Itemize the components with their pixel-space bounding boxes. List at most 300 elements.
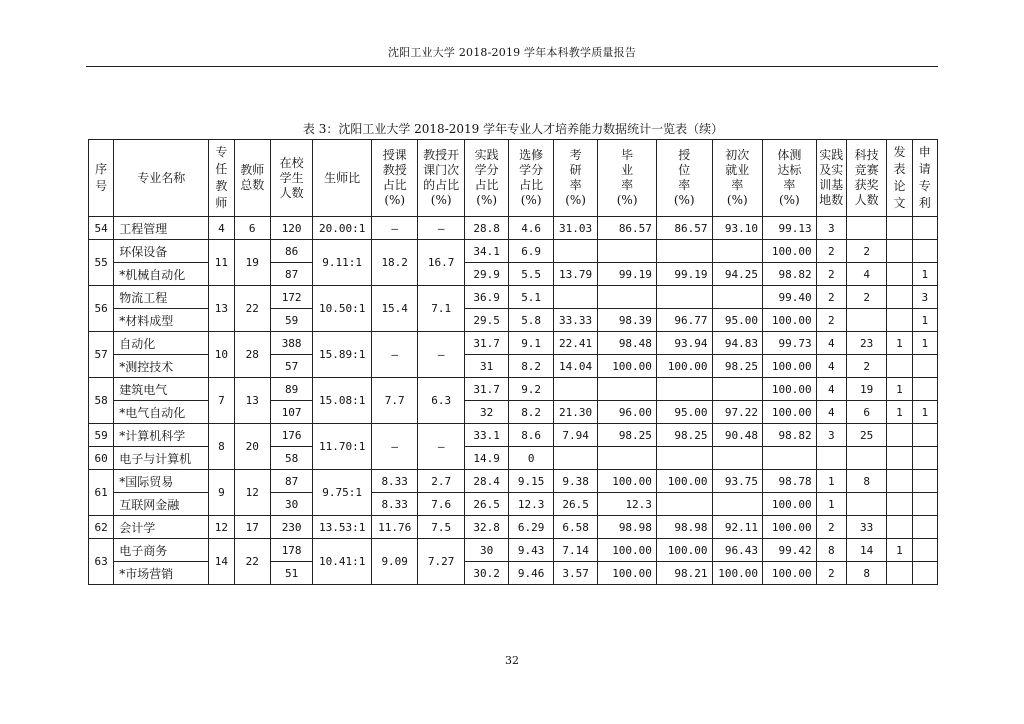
employ-cell: 94.25 [712,263,763,286]
prof-courses-cell: – [418,424,464,470]
grad-cell: 12.3 [598,493,657,516]
seq-cell: 62 [89,516,114,539]
prof-courses-cell: 16.7 [418,240,464,286]
total-teachers-cell: 28 [234,332,270,378]
table-caption: 表 3：沈阳工业大学 2018-2019 学年专业人才培养能力数据统计一览表（续） [302,122,724,136]
seq-cell: 60 [89,447,114,470]
fitness-cell: 100.00 [763,401,817,424]
exam-cell: 21.30 [553,401,597,424]
full-teachers-cell: 8 [209,424,234,470]
prof-courses-cell: 7.5 [418,516,464,539]
practice-cell: 29.9 [464,263,508,286]
contest-cell: 23 [846,332,886,355]
prof-courses-cell: 2.7 [418,470,464,493]
grad-cell: 98.48 [598,332,657,355]
exam-cell: 33.33 [553,309,597,332]
papers-cell [887,562,912,585]
exam-cell [553,240,597,263]
employ-cell: 92.11 [712,516,763,539]
seq-cell: 55 [89,240,114,286]
grad-cell: 100.00 [598,562,657,585]
patents-cell: 1 [912,401,937,424]
elective-cell: 8.2 [509,355,553,378]
elective-cell: 5.8 [509,309,553,332]
papers-cell: 1 [887,332,912,355]
patents-cell [912,493,937,516]
header-grad-rate: 毕 业 率 (%) [598,140,657,217]
prof-ratio-cell: – [371,424,417,470]
contest-cell: 2 [846,286,886,309]
contest-cell: 25 [846,424,886,447]
contest-cell [846,217,886,240]
header-prof-ratio: 授课 教授 占比 (%) [371,140,417,217]
major-cell: 会计学 [114,516,209,539]
employ-cell [712,447,763,470]
papers-cell [887,493,912,516]
students-cell: 86 [270,240,312,263]
employ-cell [712,240,763,263]
employ-cell: 94.83 [712,332,763,355]
exam-cell: 3.57 [553,562,597,585]
practice-cell: 31.7 [464,378,508,401]
patents-cell: 1 [912,263,937,286]
patents-cell [912,424,937,447]
fitness-cell: 100.00 [763,493,817,516]
elective-cell: 9.43 [509,539,553,562]
table-row [89,332,938,355]
employ-cell: 95.00 [712,309,763,332]
elective-cell: 5.1 [509,286,553,309]
grad-cell [598,378,657,401]
exam-cell: 7.94 [553,424,597,447]
table-header [89,140,938,217]
full-teachers-cell: 11 [209,240,234,286]
degree-cell: 98.25 [656,424,712,447]
prof-ratio-cell: 15.4 [371,286,417,332]
practice-cell: 34.1 [464,240,508,263]
exam-cell: 13.79 [553,263,597,286]
contest-cell: 4 [846,263,886,286]
contest-cell: 8 [846,470,886,493]
practice-cell: 30.2 [464,562,508,585]
patents-cell: 3 [912,286,937,309]
header-major: 专业名称 [114,140,209,217]
students-cell: 388 [270,332,312,355]
degree-cell: 99.19 [656,263,712,286]
contest-cell: 8 [846,562,886,585]
exam-cell: 14.04 [553,355,597,378]
elective-cell: 4.6 [509,217,553,240]
bases-cell: 4 [816,332,846,355]
fitness-cell: 99.42 [763,539,817,562]
elective-cell: 9.46 [509,562,553,585]
bases-cell: 4 [816,401,846,424]
table-row [89,516,938,539]
grad-cell: 100.00 [598,470,657,493]
degree-cell: 93.94 [656,332,712,355]
bases-cell: 2 [816,516,846,539]
seq-cell: 56 [89,286,114,332]
papers-cell: 1 [887,401,912,424]
elective-cell: 8.6 [509,424,553,447]
practice-cell: 28.4 [464,470,508,493]
fitness-cell: 100.00 [763,240,817,263]
contest-cell: 2 [846,355,886,378]
ratio-cell: 11.70:1 [313,424,372,470]
header-students: 在校 学生 人数 [270,140,312,217]
prof-courses-cell: 6.3 [418,378,464,424]
patents-cell [912,562,937,585]
prof-courses-cell: – [418,217,464,240]
patents-cell [912,539,937,562]
employ-cell [712,493,763,516]
grad-cell [598,447,657,470]
students-cell: 30 [270,493,312,516]
page-number: 32 [505,654,519,667]
grad-cell: 100.00 [598,355,657,378]
papers-cell [887,424,912,447]
fitness-cell [763,447,817,470]
full-teachers-cell: 7 [209,378,234,424]
header-total-teachers: 教师 总数 [234,140,270,217]
ratio-cell: 15.89:1 [313,332,372,378]
major-cell: 电子与计算机 [114,447,209,470]
header-practice-credit: 实践 学分 占比 (%) [464,140,508,217]
patents-cell [912,217,937,240]
seq-cell: 58 [89,378,114,424]
degree-cell: 98.98 [656,516,712,539]
prof-ratio-cell: 11.76 [371,516,417,539]
major-cell: *测控技术 [114,355,209,378]
students-cell: 176 [270,424,312,447]
major-cell: 电子商务 [114,539,209,562]
practice-cell: 32 [464,401,508,424]
grad-cell: 98.25 [598,424,657,447]
papers-cell [887,470,912,493]
fitness-cell: 99.13 [763,217,817,240]
full-teachers-cell: 9 [209,470,234,516]
exam-cell: 6.58 [553,516,597,539]
table-row [89,424,938,447]
seq-cell: 63 [89,539,114,585]
full-teachers-cell: 13 [209,286,234,332]
elective-cell: 6.9 [509,240,553,263]
employ-cell: 97.22 [712,401,763,424]
full-teachers-cell: 4 [209,217,234,240]
contest-cell [846,493,886,516]
papers-cell: 1 [887,378,912,401]
papers-cell [887,286,912,309]
employ-cell: 96.43 [712,539,763,562]
employ-cell: 98.25 [712,355,763,378]
ratio-cell: 10.41:1 [313,539,372,585]
patents-cell [912,447,937,470]
major-cell: *计算机科学 [114,424,209,447]
exam-cell [553,286,597,309]
bases-cell: 4 [816,378,846,401]
grad-cell: 99.19 [598,263,657,286]
table-body [89,217,938,585]
papers-cell [887,355,912,378]
elective-cell: 8.2 [509,401,553,424]
degree-cell: 96.77 [656,309,712,332]
grad-cell: 98.98 [598,516,657,539]
contest-cell [846,447,886,470]
employ-cell [712,378,763,401]
prof-courses-cell: – [418,332,464,378]
degree-cell [656,447,712,470]
bases-cell: 1 [816,470,846,493]
practice-cell: 26.5 [464,493,508,516]
elective-cell: 9.15 [509,470,553,493]
header-exam-rate: 考 研 率 (%) [553,140,597,217]
practice-cell: 33.1 [464,424,508,447]
degree-cell [656,493,712,516]
ratio-cell: 15.08:1 [313,378,372,424]
total-teachers-cell: 12 [234,470,270,516]
major-cell: 互联网金融 [114,493,209,516]
fitness-cell: 100.00 [763,516,817,539]
papers-cell [887,217,912,240]
header-degree-rate: 授 位 率 (%) [656,140,712,217]
full-teachers-cell: 14 [209,539,234,585]
bases-cell: 2 [816,309,846,332]
seq-cell: 54 [89,217,114,240]
header-seq: 序 号 [89,140,114,217]
fitness-cell: 100.00 [763,378,817,401]
ratio-cell: 10.50:1 [313,286,372,332]
employ-cell: 93.75 [712,470,763,493]
students-cell: 58 [270,447,312,470]
prof-ratio-cell: 8.33 [371,493,417,516]
fitness-cell: 99.73 [763,332,817,355]
elective-cell: 9.2 [509,378,553,401]
practice-cell: 31 [464,355,508,378]
patents-cell [912,378,937,401]
full-teachers-cell: 12 [209,516,234,539]
major-cell: *材料成型 [114,309,209,332]
elective-cell: 12.3 [509,493,553,516]
exam-cell [553,378,597,401]
bases-cell: 8 [816,539,846,562]
contest-cell: 14 [846,539,886,562]
grad-cell [598,240,657,263]
elective-cell: 6.29 [509,516,553,539]
stats-table [88,139,938,585]
table-row [89,286,938,309]
prof-courses-cell: 7.1 [418,286,464,332]
papers-cell [887,263,912,286]
practice-cell: 14.9 [464,447,508,470]
elective-cell: 9.1 [509,332,553,355]
degree-cell: 100.00 [656,470,712,493]
exam-cell: 7.14 [553,539,597,562]
exam-cell: 9.38 [553,470,597,493]
fitness-cell: 98.78 [763,470,817,493]
exam-cell: 26.5 [553,493,597,516]
students-cell: 87 [270,263,312,286]
header-bases: 实践 及实 训基 地数 [816,140,846,217]
bases-cell: 3 [816,217,846,240]
degree-cell: 100.00 [656,539,712,562]
major-cell: 工程管理 [114,217,209,240]
grad-cell: 86.57 [598,217,657,240]
contest-cell: 6 [846,401,886,424]
practice-cell: 36.9 [464,286,508,309]
elective-cell: 0 [509,447,553,470]
students-cell: 51 [270,562,312,585]
grad-cell: 98.39 [598,309,657,332]
ratio-cell: 13.53:1 [313,516,372,539]
papers-cell: 1 [887,539,912,562]
page-header: 沈阳工业大学 2018-2019 学年本科教学质量报告 [387,46,637,59]
employ-cell: 90.48 [712,424,763,447]
patents-cell: 1 [912,332,937,355]
prof-ratio-cell: 8.33 [371,470,417,493]
table-row [89,217,938,240]
students-cell: 230 [270,516,312,539]
ratio-cell: 20.00:1 [313,217,372,240]
prof-ratio-cell: 9.09 [371,539,417,585]
patents-cell [912,516,937,539]
patents-cell [912,240,937,263]
major-cell: *电气自动化 [114,401,209,424]
patents-cell [912,355,937,378]
major-cell: *市场营销 [114,562,209,585]
degree-cell: 98.21 [656,562,712,585]
patents-cell [912,470,937,493]
degree-cell [656,378,712,401]
seq-cell: 59 [89,424,114,447]
table-row [89,470,938,493]
ratio-cell: 9.75:1 [313,470,372,516]
bases-cell: 2 [816,286,846,309]
contest-cell: 19 [846,378,886,401]
fitness-cell: 98.82 [763,263,817,286]
header-employ-rate: 初次 就业 率 (%) [712,140,763,217]
contest-cell [846,309,886,332]
students-cell: 172 [270,286,312,309]
table-row [89,240,938,263]
prof-ratio-cell: 7.7 [371,378,417,424]
major-cell: 自动化 [114,332,209,355]
seq-cell: 61 [89,470,114,516]
bases-cell: 1 [816,493,846,516]
students-cell: 59 [270,309,312,332]
papers-cell [887,447,912,470]
exam-cell: 22.41 [553,332,597,355]
header-ratio: 生师比 [313,140,372,217]
major-cell: *国际贸易 [114,470,209,493]
degree-cell: 86.57 [656,217,712,240]
bases-cell: 2 [816,240,846,263]
total-teachers-cell: 22 [234,286,270,332]
fitness-cell: 100.00 [763,309,817,332]
exam-cell: 31.03 [553,217,597,240]
papers-cell [887,240,912,263]
prof-ratio-cell: 18.2 [371,240,417,286]
elective-cell: 5.5 [509,263,553,286]
major-cell: 环保设备 [114,240,209,263]
patents-cell: 1 [912,309,937,332]
bases-cell: 2 [816,562,846,585]
total-teachers-cell: 19 [234,240,270,286]
grad-cell: 100.00 [598,539,657,562]
total-teachers-cell: 17 [234,516,270,539]
major-cell: *机械自动化 [114,263,209,286]
bases-cell: 4 [816,355,846,378]
employ-cell [712,286,763,309]
full-teachers-cell: 10 [209,332,234,378]
table-row [89,378,938,401]
header-elective-credit: 选修 学分 占比 (%) [509,140,553,217]
bases-cell: 3 [816,424,846,447]
seq-cell: 57 [89,332,114,378]
table-row [89,539,938,562]
ratio-cell: 9.11:1 [313,240,372,286]
degree-cell: 100.00 [656,355,712,378]
employ-cell: 93.10 [712,217,763,240]
total-teachers-cell: 20 [234,424,270,470]
students-cell: 178 [270,539,312,562]
students-cell: 89 [270,378,312,401]
students-cell: 107 [270,401,312,424]
prof-courses-cell: 7.27 [418,539,464,585]
header-rule [86,66,938,67]
students-cell: 57 [270,355,312,378]
students-cell: 87 [270,470,312,493]
practice-cell: 32.8 [464,516,508,539]
major-cell: 物流工程 [114,286,209,309]
header-fitness-rate: 体测 达标 率 (%) [763,140,817,217]
employ-cell: 100.00 [712,562,763,585]
header-contest: 科技 竞赛 获奖 人数 [846,140,886,217]
bases-cell: 2 [816,263,846,286]
grad-cell: 96.00 [598,401,657,424]
fitness-cell: 99.40 [763,286,817,309]
contest-cell: 33 [846,516,886,539]
degree-cell: 95.00 [656,401,712,424]
exam-cell [553,447,597,470]
prof-ratio-cell: – [371,217,417,240]
header-papers: 发 表 论 文 [887,140,912,217]
degree-cell [656,240,712,263]
header-full-teachers: 专 任 教 师 [209,140,234,217]
fitness-cell: 100.00 [763,355,817,378]
bases-cell [816,447,846,470]
fitness-cell: 98.82 [763,424,817,447]
major-cell: 建筑电气 [114,378,209,401]
prof-ratio-cell: – [371,332,417,378]
fitness-cell: 100.00 [763,562,817,585]
grad-cell [598,286,657,309]
papers-cell [887,516,912,539]
total-teachers-cell: 22 [234,539,270,585]
total-teachers-cell: 13 [234,378,270,424]
papers-cell [887,309,912,332]
practice-cell: 29.5 [464,309,508,332]
contest-cell: 2 [846,240,886,263]
practice-cell: 30 [464,539,508,562]
degree-cell [656,286,712,309]
students-cell: 120 [270,217,312,240]
header-patents: 申 请 专 利 [912,140,937,217]
total-teachers-cell: 6 [234,217,270,240]
practice-cell: 28.8 [464,217,508,240]
header-prof-courses: 教授开 课门次 的占比 (%) [418,140,464,217]
practice-cell: 31.7 [464,332,508,355]
prof-courses-cell: 7.6 [418,493,464,516]
